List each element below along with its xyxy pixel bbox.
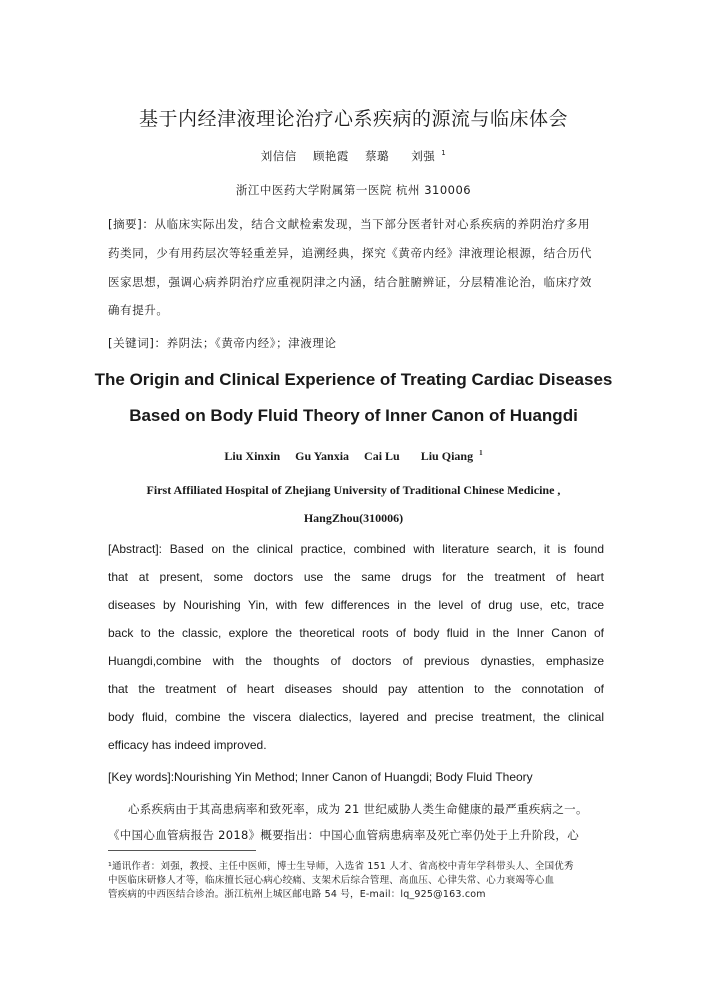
english-title-line: Based on Body Fluid Theory of Inner Canon of Huangdi <box>129 406 578 425</box>
english-abstract-line: body fluid, combine the viscera dialectics, layered and precise treatment, the clinical <box>108 710 604 724</box>
english-keywords: [Key words]:Nourishing Yin Method; Inner Canon of Huangdi; Body Fluid Theory <box>108 770 533 784</box>
author-name-text: Liu Qiang <box>420 449 474 463</box>
author-name: 蔡璐 <box>365 149 390 163</box>
author-name <box>415 449 483 463</box>
footnote-line: ¹通讯作者：刘强，教授、主任中医师，博士生导师，入选省 151 人才、省高校中青年学科带头人、全国优秀 <box>108 861 574 872</box>
english-abstract-line: that at present, some doctors use the same drugs for the treatment of heart <box>108 570 604 584</box>
author-footnote-mark: 1 <box>441 149 447 158</box>
english-title-line: The Origin and Clinical Experience of Treating Cardiac Diseases <box>94 370 613 389</box>
author-name: Liu Xinxin <box>224 449 281 463</box>
chinese-title: 基于内经津液理论治疗心系疾病的源流与临床体会 <box>138 108 568 130</box>
english-abstract-line: diseases by Nourishing Yin, with few differences in the level of drug use, etc, trace <box>108 598 604 612</box>
english-abstract-line: Huangdi,combine with the thoughts of doctors of previous dynasties, emphasize <box>108 654 604 668</box>
author-name-text: 刘强 <box>411 149 436 163</box>
body-text-line: 《中国心血管病报告 2018》概要指出：中国心血管病患病率及死亡率仍处于上升阶段，心 <box>108 828 580 842</box>
footnote-line: 中医临床研修人才等，临床擅长冠心病心绞痛、支架术后综合管理、高血压、心律失常、心力衰竭等心血 <box>108 875 555 886</box>
body-text-line: 心系疾病由于其高患病率和致死率，成为 21 世纪威胁人类生命健康的最严重疾病之一。 <box>128 802 588 816</box>
chinese-abstract-line: 药类同，少有用药层次等轻重差异，追溯经典，探究《黄帝内经》津液理论根源，结合历代 <box>108 246 592 260</box>
chinese-affiliation: 浙江中医药大学附属第一医院 杭州 310006 <box>235 183 472 197</box>
chinese-abstract-line: [摘要]：从临床实际出发，结合文献检索发现，当下部分医者针对心系疾病的养阴治疗多用 <box>108 217 591 231</box>
english-affiliation-line: First Affiliated Hospital of Zhejiang University of Traditional Chinese Medicine , <box>146 483 561 497</box>
english-abstract-line: efficacy has indeed improved. <box>108 738 267 752</box>
footnote-line: 管疾病的中西医结合诊治。浙江杭州上城区邮电路 54 号，E-mail：lq_925@163.com <box>108 889 486 900</box>
english-abstract-line: that the treatment of heart diseases should pay attention to the connotation of <box>108 682 604 696</box>
author-name <box>405 149 446 163</box>
chinese-authors <box>0 148 707 164</box>
english-abstract-line: back to the classic, explore the theoretical roots of body fluid in the Inner Canon of <box>108 626 604 640</box>
english-abstract-line: [Abstract]: Based on the clinical practice, combined with literature search, it is found <box>108 542 604 556</box>
author-name: 刘信信 <box>260 149 297 163</box>
footnote-divider <box>108 850 256 851</box>
author-name: 顾艳霞 <box>312 149 349 163</box>
chinese-abstract-line: 医家思想，强调心病养阴治疗应重视阴津之内涵，结合脏腑辨证，分层精准论治，临床疗效 <box>108 275 592 289</box>
english-affiliation-line: HangZhou(310006) <box>303 511 404 525</box>
author-name: Cai Lu <box>364 449 400 463</box>
english-authors <box>0 449 707 464</box>
chinese-abstract-line: 确有提升。 <box>108 303 169 317</box>
author-name: Gu Yanxia <box>295 449 350 463</box>
author-footnote-mark: 1 <box>479 449 483 457</box>
chinese-keywords: [关键词]：养阴法；《黄帝内经》；津液理论 <box>108 336 337 350</box>
